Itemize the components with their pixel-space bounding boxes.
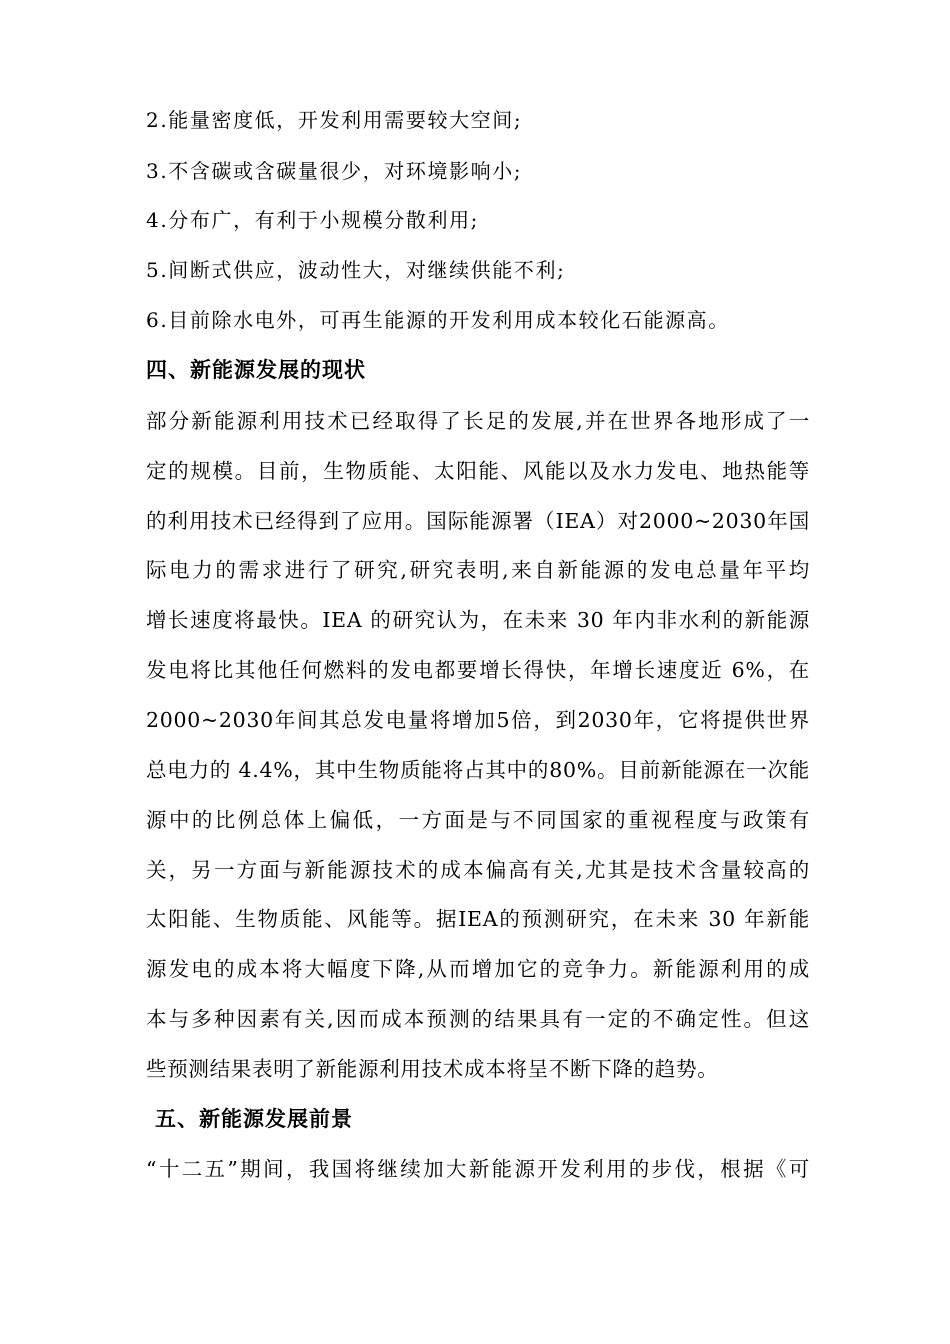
section-5-heading: 五、新能源发展前景 (155, 1106, 353, 1131)
section-4-line: 际电力的需求进行了研究,研究表明,来自新能源的发电总量年平均 (146, 558, 810, 582)
section-5-line: “十二五”期间，我国将继续加大新能源开发利用的步伐，根据《可 (146, 1157, 810, 1181)
section-4-line: 源中的比例总体上偏低，一方面是与不同国家的重视程度与政策有 (146, 808, 810, 832)
section-4-line: 总电力的 4.4%，其中生物质能将占其中的80%。目前新能源在一次能 (146, 758, 810, 782)
list-item-5: 5.间断式供应，波动性大，对继续供能不利; (146, 258, 566, 282)
section-4-line: 部分新能源利用技术已经取得了长足的发展,并在世界各地形成了一 (146, 409, 810, 433)
section-4-line: 太阳能、生物质能、风能等。据IEA的预测研究，在未来 30 年新能 (146, 907, 810, 931)
list-item-3: 3.不含碳或含碳量很少，对环境影响小; (146, 159, 523, 183)
section-4-line: 的利用技术已经得到了应用。国际能源署（IEA）对2000~2030年国 (146, 509, 810, 533)
section-4-line: 关，另一方面与新能源技术的成本偏高有关,尤其是技术含量较高的 (146, 858, 810, 882)
section-4-heading: 四、新能源发展的现状 (146, 357, 366, 382)
list-item-6: 6.目前除水电外，可再生能源的开发利用成本较化石能源高。 (146, 308, 730, 332)
section-4-line: 增长速度将最快。IEA 的研究认为，在未来 30 年内非水利的新能源 (146, 608, 810, 632)
section-4-line: 本与多种因素有关,因而成本预测的结果具有一定的不确定性。但这 (146, 1007, 810, 1031)
list-item-2: 2.能量密度低，开发利用需要较大空间; (146, 108, 523, 132)
section-4-line: 定的规模。目前，生物质能、太阳能、风能以及水力发电、地热能等 (146, 459, 810, 483)
section-4-line: 些预测结果表明了新能源利用技术成本将呈不断下降的趋势。 (146, 1057, 719, 1081)
section-4-line: 2000~2030年间其总发电量将增加5倍，到2030年，它将提供世界 (146, 708, 810, 732)
section-4-line: 发电将比其他任何燃料的发电都要增长得快，年增长速度近 6%，在 (146, 658, 810, 682)
section-4-line: 源发电的成本将大幅度下降,从而增加它的竞争力。新能源利用的成 (146, 957, 810, 981)
list-item-4: 4.分布广，有利于小规模分散利用; (146, 208, 480, 232)
